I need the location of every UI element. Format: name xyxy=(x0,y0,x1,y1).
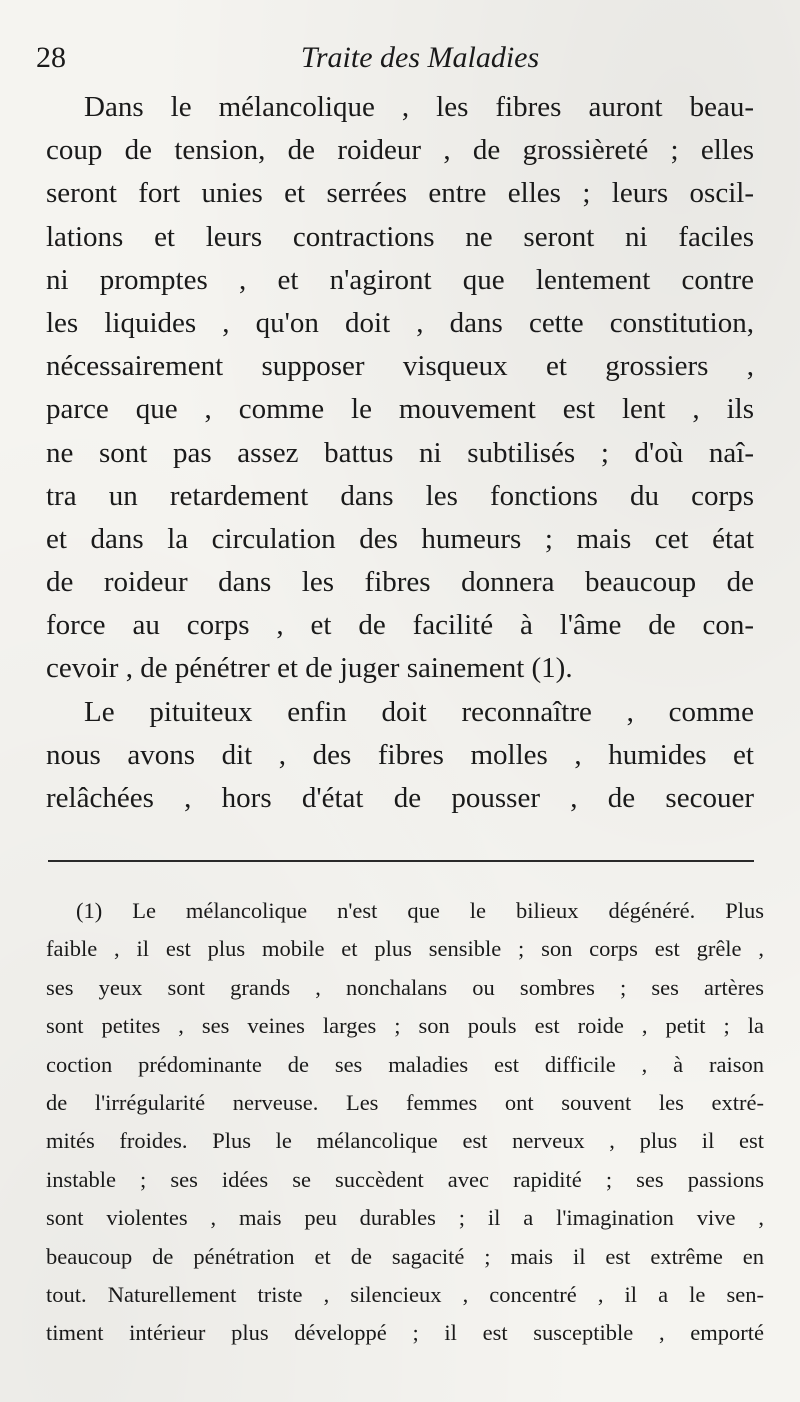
footnote-line: sont petites , ses veines larges ; son pouls est roide , petit ; la xyxy=(46,1013,764,1039)
body-line: et dans la circulation des humeurs ; mais cet état xyxy=(46,522,754,555)
running-head xyxy=(36,36,764,80)
body-line: Le pituiteux enfin doit reconnaître , comme xyxy=(84,695,754,728)
footnote-line: faible , il est plus mobile et plus sensible ; son corps est grêle , xyxy=(46,936,764,962)
body-line: parce que , comme le mouvement est lent , ils xyxy=(46,393,754,426)
body-line: ne sont pas assez battus ni subtilisés ; d'où naî- xyxy=(46,436,754,469)
body-line: nous avons dit , des fibres molles , humides et xyxy=(46,738,754,771)
body-line: seront fort unies et serrées entre elles ; leurs oscil- xyxy=(46,177,754,210)
footnote-line: timent intérieur plus développé ; il est susceptible , emporté xyxy=(46,1320,764,1346)
body-line: les liquides , qu'on doit , dans cette constitution, xyxy=(46,306,754,339)
body-line: nécessairement supposer visqueux et grossiers , xyxy=(46,350,754,383)
body-line: cevoir , de pénétrer et de juger sainement (1). xyxy=(46,652,573,685)
footnote-line: tout. Naturellement triste , silencieux , concentré , il a le sen- xyxy=(46,1281,764,1307)
footnote-divider xyxy=(48,860,754,862)
footnote-line: sont violentes , mais peu durables ; il a l'imagination vive , xyxy=(46,1205,764,1231)
footnote-line: instable ; ses idées se succèdent avec rapidité ; ses passions xyxy=(46,1166,764,1192)
footnote-line: de l'irrégularité nerveuse. Les femmes ont souvent les extré- xyxy=(46,1089,764,1115)
footnote-line: mités froides. Plus le mélancolique est nerveux , plus il est xyxy=(46,1128,764,1154)
footnote-line: (1) Le mélancolique n'est que le bilieux dégénéré. Plus xyxy=(76,898,764,923)
footnote xyxy=(46,892,764,1353)
main-text xyxy=(46,86,754,820)
body-line: relâchées , hors d'état de pousser , de secouer xyxy=(46,782,754,814)
footnote-line: beaucoup de pénétration et de sagacité ; mais il est extrême en xyxy=(46,1243,764,1269)
running-title: Traite des Maladies xyxy=(300,41,540,74)
body-line: force au corps , et de facilité à l'âme de con- xyxy=(46,609,754,642)
body-line: tra un retardement dans les fonctions du corps xyxy=(46,479,754,512)
body-line: de roideur dans les fibres donnera beaucoup de xyxy=(46,566,754,599)
page-number: 28 xyxy=(36,41,66,74)
body-line: coup de tension, de roideur , de grossièreté ; elles xyxy=(46,134,754,167)
footnote-line: coction prédominante de ses maladies est difficile , à raison xyxy=(46,1051,764,1077)
body-line: lations et leurs contractions ne seront ni faciles xyxy=(46,220,754,253)
body-line: ni promptes , et n'agiront que lentement contre xyxy=(46,263,754,296)
body-line: Dans le mélancolique , les fibres auront beau- xyxy=(84,91,754,123)
footnote-line: ses yeux sont grands , nonchalans ou sombres ; ses artères xyxy=(46,974,764,1000)
